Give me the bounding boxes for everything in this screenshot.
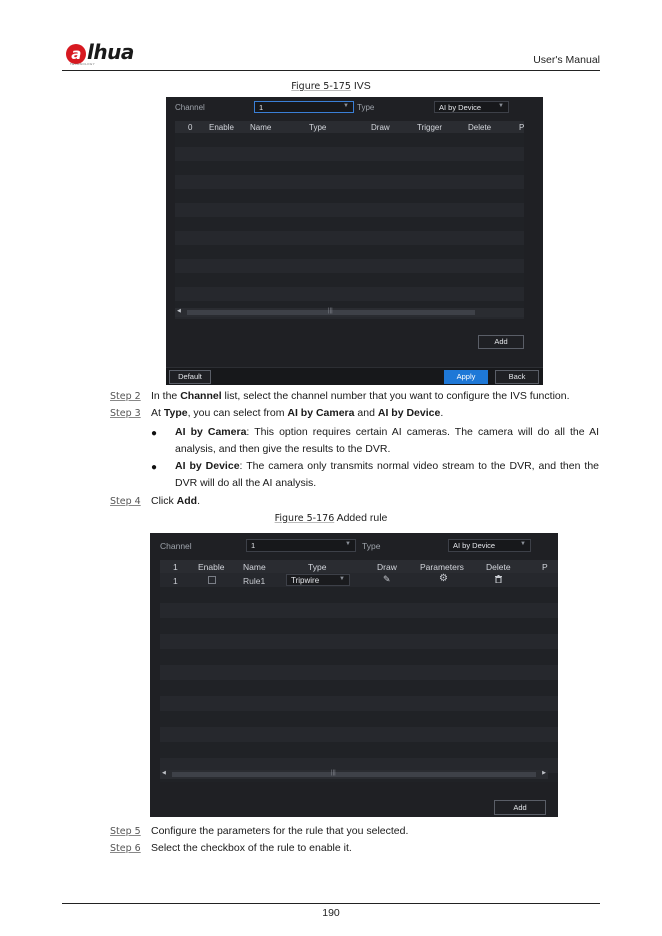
- table-row: [160, 649, 558, 665]
- col-enable: Enable: [209, 123, 234, 132]
- apply-button[interactable]: Apply: [444, 370, 488, 384]
- table-row: [160, 603, 558, 619]
- col-name: Name: [250, 123, 272, 132]
- horizontal-scrollbar[interactable]: [175, 308, 524, 317]
- col-index: 1: [173, 562, 178, 572]
- channel-value: 1: [259, 103, 264, 112]
- table-row: [160, 742, 558, 758]
- channel-select[interactable]: [254, 101, 354, 113]
- col-p: P: [519, 123, 524, 132]
- channel-label: Channel: [175, 103, 205, 112]
- col-delete: Delete: [486, 562, 511, 572]
- col-parameters: Parameters: [420, 562, 464, 572]
- table-row: [175, 133, 524, 147]
- step-5-label: Step 5: [110, 826, 141, 837]
- col-p: P: [542, 562, 548, 572]
- dahua-logo: a lhua TECHNOLOGY: [66, 40, 146, 68]
- rules-table: [160, 560, 558, 782]
- chevron-down-icon: ▼: [345, 541, 351, 547]
- back-button[interactable]: Back: [495, 370, 539, 384]
- table-row: [175, 245, 524, 259]
- bullet-icon: ●: [151, 462, 158, 473]
- pencil-icon[interactable]: ✎: [383, 574, 391, 584]
- page-number: 190: [322, 907, 340, 919]
- col-delete: Delete: [468, 123, 492, 132]
- scroll-left-icon[interactable]: ◀: [177, 308, 181, 314]
- channel-label: Channel: [160, 541, 192, 551]
- table-row: [175, 175, 524, 189]
- table-row: [160, 618, 558, 634]
- col-trigger: Trigger: [417, 123, 443, 132]
- add-button[interactable]: Add: [494, 800, 546, 815]
- rule-type-select[interactable]: [286, 574, 350, 586]
- step-5-text: Configure the parameters for the rule that you selected.: [151, 825, 409, 837]
- ivs-screen: [166, 97, 543, 385]
- step-4-label: Step 4: [110, 496, 141, 507]
- add-button[interactable]: Add: [478, 335, 524, 349]
- bullet-icon: ●: [151, 428, 158, 439]
- rule-type-value: Tripwire: [291, 576, 320, 585]
- step-3-label: Step 3: [110, 408, 141, 419]
- type-value: AI by Device: [453, 541, 496, 550]
- type-select[interactable]: [448, 539, 531, 552]
- step-3-text: At Type, you can select from AI by Camera and AI by Device.: [151, 407, 444, 419]
- bullet-1-line-2: analysis, and then give the results to the DVR.: [175, 443, 391, 455]
- col-draw: Draw: [371, 123, 390, 132]
- chevron-down-icon: ▼: [498, 103, 504, 109]
- grip-icon: |||: [331, 770, 336, 776]
- channel-value: 1: [251, 541, 256, 550]
- table-row: [175, 147, 524, 161]
- table-row[interactable]: [160, 573, 558, 587]
- chevron-down-icon: ▼: [343, 103, 349, 109]
- figure-title: IVS: [353, 80, 371, 92]
- step-2-text: In the Channel list, select the channel number that you want to configure the IVS function.: [151, 390, 570, 402]
- scroll-thumb[interactable]: [172, 772, 536, 777]
- col-enable: Enable: [198, 562, 225, 572]
- step-4-text: Click Add.: [151, 495, 201, 507]
- footer-bar: [166, 367, 543, 385]
- col-index: 0: [188, 123, 193, 132]
- table-header: [175, 121, 524, 133]
- step-2-label: Step 2: [110, 391, 141, 402]
- channel-select[interactable]: [246, 539, 356, 552]
- col-type: Type: [308, 562, 327, 572]
- table-row: [175, 203, 524, 217]
- table-row: [175, 273, 524, 287]
- header-rule: [62, 70, 600, 71]
- table-row: [160, 587, 558, 603]
- table-row: [175, 231, 524, 245]
- trash-icon[interactable]: [495, 575, 502, 585]
- table-row: [160, 727, 558, 743]
- table-row: [175, 217, 524, 231]
- scroll-left-icon[interactable]: ◀: [162, 770, 166, 776]
- figure-number: Figure 5-176: [274, 513, 335, 524]
- figure-title: Added rule: [336, 512, 388, 524]
- logo-subtitle: TECHNOLOGY: [70, 62, 96, 66]
- gear-icon[interactable]: ⚙: [439, 573, 448, 584]
- scroll-right-icon[interactable]: ▶: [542, 770, 546, 776]
- col-type: Type: [309, 123, 327, 132]
- rule-index: 1: [173, 576, 178, 586]
- chevron-down-icon: ▼: [520, 541, 526, 547]
- footer-rule: [62, 903, 600, 904]
- step-6-label: Step 6: [110, 843, 141, 854]
- step-6-text: Select the checkbox of the rule to enable it.: [151, 842, 352, 854]
- table-row: [160, 665, 558, 681]
- table-row: [175, 259, 524, 273]
- table-row: [160, 696, 558, 712]
- table-row: [160, 634, 558, 650]
- figure-caption-1: [0, 80, 662, 92]
- type-value: AI by Device: [439, 103, 482, 112]
- rule-name: Rule1: [243, 576, 266, 586]
- added-rule-screen: [150, 533, 558, 817]
- rules-table: [175, 121, 524, 319]
- col-name: Name: [243, 562, 266, 572]
- bullet-1-line-1: AI by Camera: This option requires certain AI cameras. The camera will do all the AI: [175, 426, 599, 438]
- enable-checkbox[interactable]: [208, 576, 216, 584]
- table-header: [160, 560, 558, 573]
- default-button[interactable]: Default: [169, 370, 211, 384]
- chevron-down-icon: ▼: [339, 576, 345, 582]
- type-label: Type: [362, 541, 381, 551]
- type-select[interactable]: [434, 101, 509, 113]
- type-label: Type: [357, 103, 375, 112]
- figure-number: Figure 5-175: [291, 81, 351, 92]
- figure-caption-2: [0, 512, 662, 524]
- manual-label: User's Manual: [533, 54, 600, 66]
- col-draw: Draw: [377, 562, 397, 572]
- bullet-2-line-1: AI by Device: The camera only transmits normal video stream to the DVR, and then the: [175, 460, 600, 472]
- bullet-2-line-2: DVR will do all the AI analysis.: [175, 477, 317, 489]
- table-row: [175, 189, 524, 203]
- table-row: [175, 287, 524, 301]
- table-row: [160, 711, 558, 727]
- grip-icon: |||: [328, 308, 333, 314]
- table-row: [175, 161, 524, 175]
- table-row: [160, 680, 558, 696]
- horizontal-scrollbar[interactable]: [160, 770, 548, 779]
